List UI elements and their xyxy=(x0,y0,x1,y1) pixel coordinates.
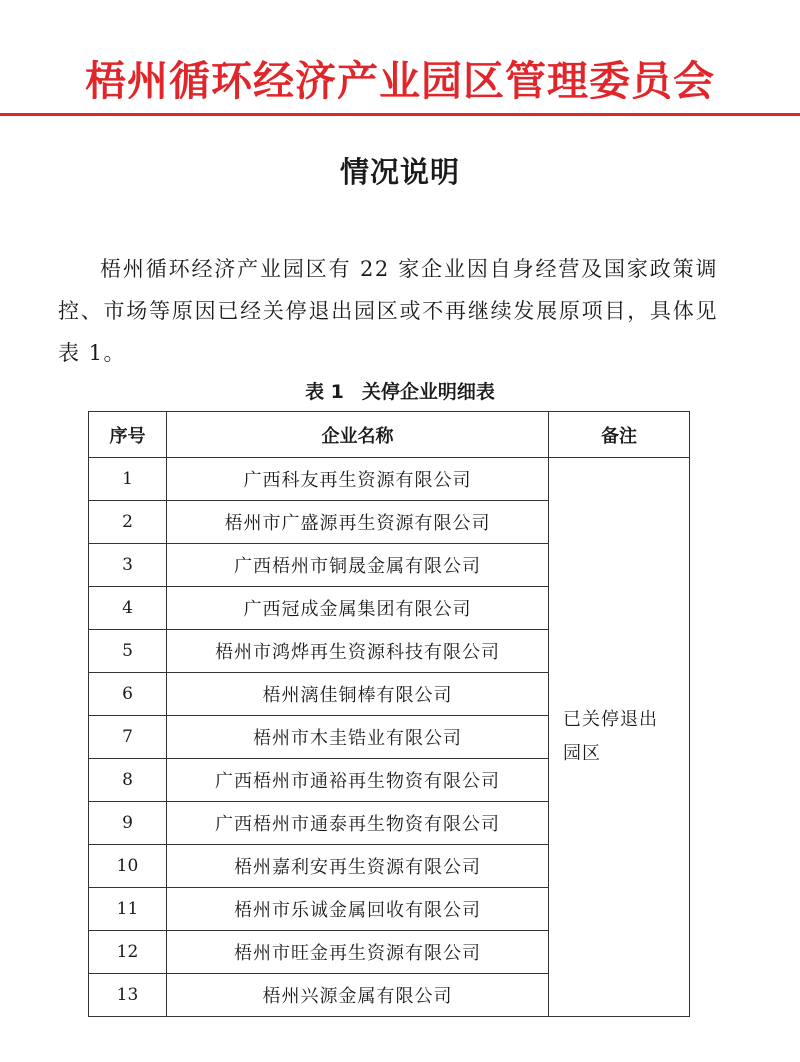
letterhead-org-name: 梧州循环经济产业园区管理委员会 xyxy=(85,57,715,105)
table-body xyxy=(89,458,690,1017)
table-caption-label: 表 1 xyxy=(305,381,344,403)
row-number: 5 xyxy=(89,630,167,673)
row-number: 11 xyxy=(89,888,167,931)
row-number: 12 xyxy=(89,931,167,974)
enterprise-name: 梧州市鸿烨再生资源科技有限公司 xyxy=(167,630,549,673)
enterprise-name: 广西梧州市铜晟金属有限公司 xyxy=(167,544,549,587)
row-number: 2 xyxy=(89,501,167,544)
enterprise-name: 梧州兴源金属有限公司 xyxy=(167,974,549,1017)
table-header-row xyxy=(89,412,690,458)
enterprise-name: 广西冠成金属集团有限公司 xyxy=(167,587,549,630)
note-text: 已关停退出园区 xyxy=(563,709,658,764)
enterprise-name: 广西梧州市通裕再生物资有限公司 xyxy=(167,759,549,802)
enterprise-name: 广西科友再生资源有限公司 xyxy=(167,458,549,501)
enterprise-name: 梧州嘉利安再生资源有限公司 xyxy=(167,845,549,888)
row-number: 6 xyxy=(89,673,167,716)
closed-enterprises-table xyxy=(88,411,690,1017)
row-number: 1 xyxy=(89,458,167,501)
enterprise-name: 梧州市旺金再生资源有限公司 xyxy=(167,931,549,974)
enterprise-name: 广西梧州市通泰再生物资有限公司 xyxy=(167,802,549,845)
row-number: 9 xyxy=(89,802,167,845)
enterprise-name: 梧州市木圭锆业有限公司 xyxy=(167,716,549,759)
letterhead-red-rule xyxy=(0,113,800,116)
header-name: 企业名称 xyxy=(167,412,549,458)
header-note: 备注 xyxy=(549,412,690,458)
body-paragraph: 梧州循环经济产业园区有 22 家企业因自身经营及国家政策调控、市场等原因已经关停退出园区或不再继续发展原项目，具体见表 1。 xyxy=(58,257,718,365)
row-number: 13 xyxy=(89,974,167,1017)
enterprise-name: 梧州市广盛源再生资源有限公司 xyxy=(167,501,549,544)
row-number: 7 xyxy=(89,716,167,759)
table-row xyxy=(89,458,690,501)
header-no: 序号 xyxy=(89,412,167,458)
row-number: 4 xyxy=(89,587,167,630)
row-number: 10 xyxy=(89,845,167,888)
enterprise-name: 梧州市乐诚金属回收有限公司 xyxy=(167,888,549,931)
enterprise-name: 梧州漓佳铜棒有限公司 xyxy=(167,673,549,716)
table-caption-title: 关停企业明细表 xyxy=(361,381,495,403)
row-number: 8 xyxy=(89,759,167,802)
document-title: 情况说明 xyxy=(339,155,460,189)
row-number: 3 xyxy=(89,544,167,587)
table-caption xyxy=(0,378,800,406)
merged-note-cell xyxy=(549,458,690,1017)
